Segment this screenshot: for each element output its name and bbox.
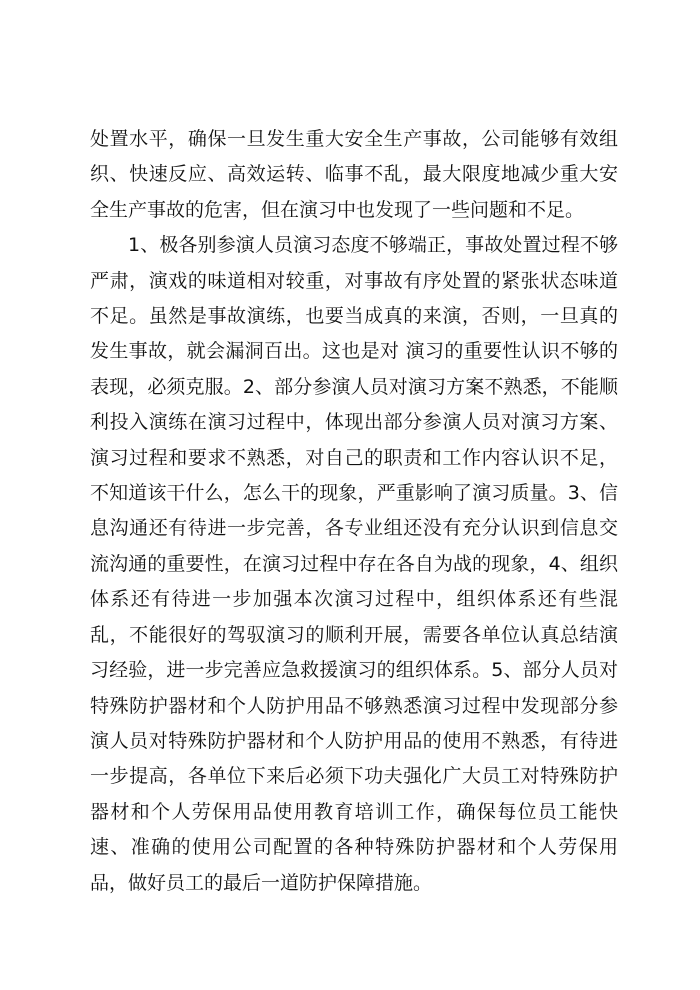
document-body [90,122,618,901]
paragraph-problems-list: 1、极各别参演人员演习态度不够端正，事故处置过程不够严肃，演戏的味道相对较重，对事故有序处置的紧张状态味道不足。虽然是事故演练，也要当成真的来演，否则，一旦真的发生事故，就会漏洞百出。这也是对 演习的重要性认识不够的表现，必须克服。2、部分参演人员对演习方案不熟悉，不能顺利投入演练在演习过程中，体现出部分参演人员对演习方案、演习过程和要求不熟悉，对自己的职责和工作内容认识不足，不知道该干什么，怎么干的现象，严重影响了演习质量。3、信息沟通还有待进一步完善，各专业组还没有充分认识到信息交流沟通的重要性，在演习过程中存在各自为战的现象，4、组织体系还有待进一步加强本次演习过程中，组织体系还有些混乱，不能很好的驾驭演习的顺利开展，需要各单位认真总结演习经验，进一步完善应急救援演习的组织体系。5、部分人员对特殊防护器材和个人防护用品不够熟悉演习过程中发现部分参演人员对特殊防护器材和个人防护用品的使用不熟悉，有待进一步提高，各单位下来后必须下功夫强化广大员工对特殊防护器材和个人劳保用品使用教育培训工作，确保每位员工能快速、准确的使用公司配置的各种特殊防护器材和个人劳保用品，做好员工的最后一道防护保障措施。 [90,234,618,894]
paragraph-continued-text: 处置水平，确保一旦发生重大安全生产事故，公司能够有效组织、快速反应、高效运转、临事不乱，最大限度地减少重大安全生产事故的危害，但在演习中也发现了一些问题和不足。 [90,128,618,221]
